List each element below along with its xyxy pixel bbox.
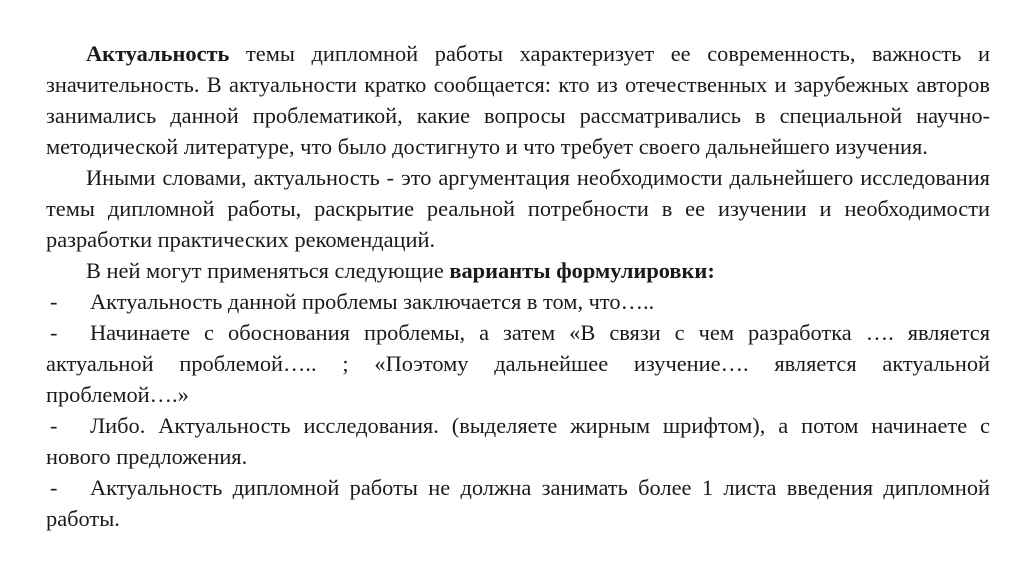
formulation-variants-heading: варианты формулировки: <box>449 258 715 283</box>
list-item-text: Актуальность дипломной работы не должна занимать более 1 листа введения дипломной работы. <box>46 475 990 531</box>
paragraph-relevance-definition <box>46 38 990 162</box>
list-item-text: Либо. Актуальность исследования. (выделяете жирным шрифтом), а потом начинаете с нового предложения. <box>46 413 990 469</box>
list-dash: - <box>50 413 58 438</box>
paragraph-formulation-variants <box>46 255 990 286</box>
paragraph-in-other-words: Иными словами, актуальность - это аргументация необходимости дальнейшего исследования темы дипломной работы, раскрытие реальной потребности в ее изучении и необходимости разработки практических рекомендаций. <box>46 165 990 252</box>
document-body <box>46 38 990 534</box>
list-item-text: Начинаете с обоснования проблемы, а затем «В связи с чем разработка …. является актуальной проблемой….. ; «Поэтому дальнейшее изучение…. является актуальной проблемой….» <box>46 320 990 407</box>
list-item <box>46 286 990 317</box>
list-dash: - <box>50 475 58 500</box>
list-item <box>46 472 990 534</box>
list-dash: - <box>50 320 58 345</box>
formulation-intro: В ней могут применяться следующие <box>86 258 450 283</box>
list-item-text: Актуальность данной проблемы заключается в том, что….. <box>90 289 655 314</box>
list-dash: - <box>50 289 58 314</box>
relevance-definition-text: темы дипломной работы характеризует ее современность, важность и значительность. В актуальности кратко сообщается: кто из отечественных и зарубежных авторов занимались данной проблематикой, какие вопросы рассматривались в специальной научно-методической литературе, что было достигнуто и что требует своего дальнейшего изучения. <box>46 41 990 159</box>
list-item <box>46 410 990 472</box>
list-item <box>46 317 990 410</box>
relevance-term: Актуальность <box>86 41 230 66</box>
